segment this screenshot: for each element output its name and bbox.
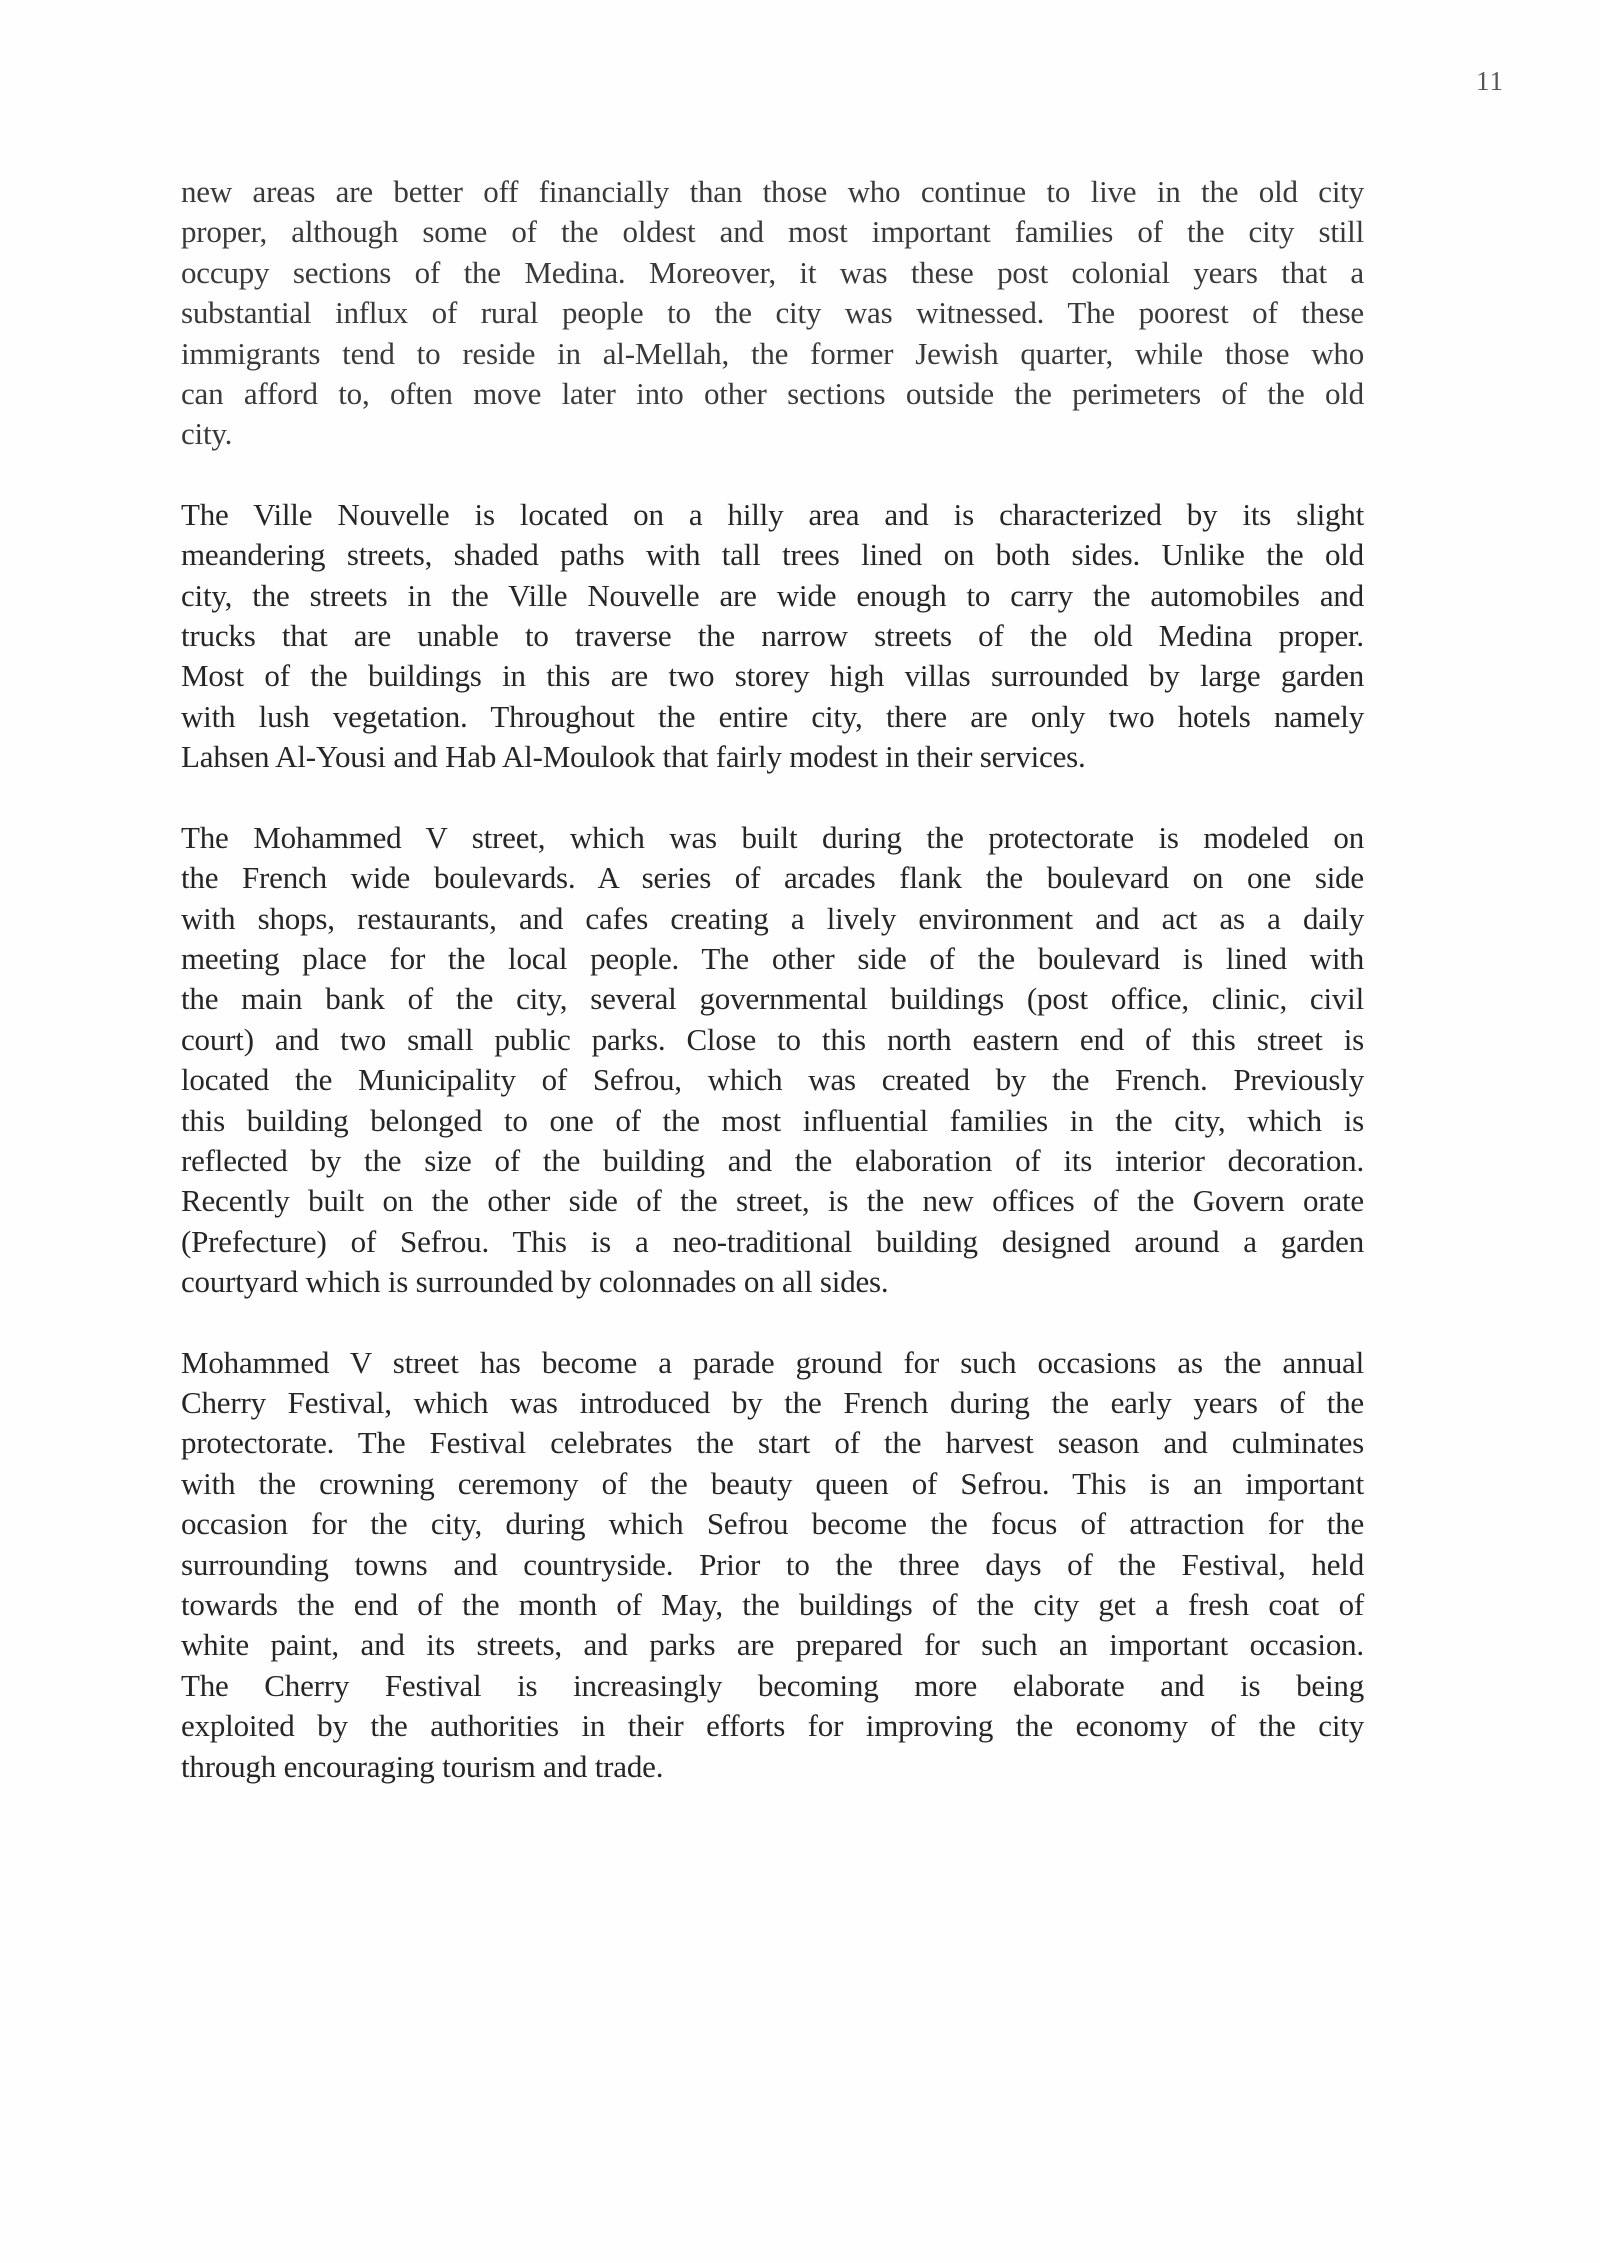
text-line: proper, although some of the oldest and most important families of the city still bbox=[181, 214, 1364, 250]
paragraph-mohammed-v-street bbox=[181, 818, 1364, 1303]
text-line: through encouraging tourism and trade. bbox=[181, 1748, 664, 1784]
paragraph-new-areas bbox=[181, 172, 1364, 455]
text-line: occupy sections of the Medina. Moreover, it was these post colonial years that a bbox=[181, 254, 1364, 290]
paragraph-cherry-festival bbox=[181, 1343, 1364, 1787]
text-line: The Ville Nouvelle is located on a hilly area and is characterized by its slight bbox=[181, 496, 1364, 532]
text-line: located the Municipality of Sefrou, which was created by the French. Previously bbox=[181, 1062, 1364, 1098]
body-text bbox=[181, 172, 1364, 1827]
text-line: city, the streets in the Ville Nouvelle are wide enough to carry the automobiles and bbox=[181, 577, 1364, 613]
text-line: Lahsen Al-Yousi and Hab Al-Moulook that fairly modest in their services. bbox=[181, 739, 1086, 775]
text-line: occasion for the city, during which Sefrou become the focus of attraction for the bbox=[181, 1506, 1364, 1542]
text-line: with the crowning ceremony of the beauty queen of Sefrou. This is an important bbox=[181, 1465, 1364, 1501]
text-line: (Prefecture) of Sefrou. This is a neo-traditional building designed around a garden bbox=[181, 1223, 1364, 1259]
text-line: the French wide boulevards. A series of arcades flank the boulevard on one side bbox=[181, 860, 1364, 896]
text-line: court) and two small public parks. Close to this north eastern end of this street is bbox=[181, 1021, 1364, 1057]
text-line: courtyard which is surrounded by colonnades on all sides. bbox=[181, 1264, 889, 1300]
text-line: with lush vegetation. Throughout the entire city, there are only two hotels namely bbox=[181, 698, 1364, 734]
text-line: city. bbox=[181, 416, 233, 452]
text-line: white paint, and its streets, and parks are prepared for such an important occasion. bbox=[181, 1627, 1364, 1663]
text-line: The Cherry Festival is increasingly becoming more elaborate and is being bbox=[181, 1667, 1364, 1703]
paragraph-ville-nouvelle bbox=[181, 495, 1364, 778]
text-line: substantial influx of rural people to the city was witnessed. The poorest of these bbox=[181, 295, 1364, 331]
text-line: protectorate. The Festival celebrates the start of the harvest season and culminates bbox=[181, 1425, 1364, 1461]
text-line: the main bank of the city, several governmental buildings (post office, clinic, civil bbox=[181, 981, 1364, 1017]
text-line: this building belonged to one of the most influential families in the city, which is bbox=[181, 1102, 1364, 1138]
text-line: reflected by the size of the building and the elaboration of its interior decoration. bbox=[181, 1142, 1364, 1178]
text-line: exploited by the authorities in their efforts for improving the economy of the city bbox=[181, 1708, 1364, 1744]
text-line: towards the end of the month of May, the buildings of the city get a fresh coat of bbox=[181, 1587, 1364, 1622]
text-line: Most of the buildings in this are two storey high villas surrounded by large garden bbox=[181, 658, 1364, 694]
text-line: meeting place for the local people. The other side of the boulevard is lined with bbox=[181, 940, 1364, 976]
page-number: 11 bbox=[1476, 66, 1504, 96]
text-line: immigrants tend to reside in al-Mellah, the former Jewish quarter, while those who bbox=[181, 335, 1364, 371]
text-line: The Mohammed V street, which was built during the protectorate is modeled on bbox=[181, 819, 1364, 855]
text-line: meandering streets, shaded paths with tall trees lined on both sides. Unlike the old bbox=[181, 537, 1364, 573]
text-line: surrounding towns and countryside. Prior to the three days of the Festival, held bbox=[181, 1546, 1364, 1582]
text-line: with shops, restaurants, and cafes creating a lively environment and act as a daily bbox=[181, 900, 1364, 936]
text-line: Recently built on the other side of the street, is the new offices of the Govern orate bbox=[181, 1183, 1364, 1219]
text-line: new areas are better off financially than those who continue to live in the old city bbox=[181, 174, 1364, 209]
text-line: can afford to, often move later into other sections outside the perimeters of the old bbox=[181, 376, 1364, 412]
text-line: Cherry Festival, which was introduced by the French during the early years of the bbox=[181, 1384, 1364, 1420]
text-line: trucks that are unable to traverse the narrow streets of the old Medina proper. bbox=[181, 618, 1364, 654]
text-line: Mohammed V street has become a parade ground for such occasions as the annual bbox=[181, 1344, 1364, 1380]
